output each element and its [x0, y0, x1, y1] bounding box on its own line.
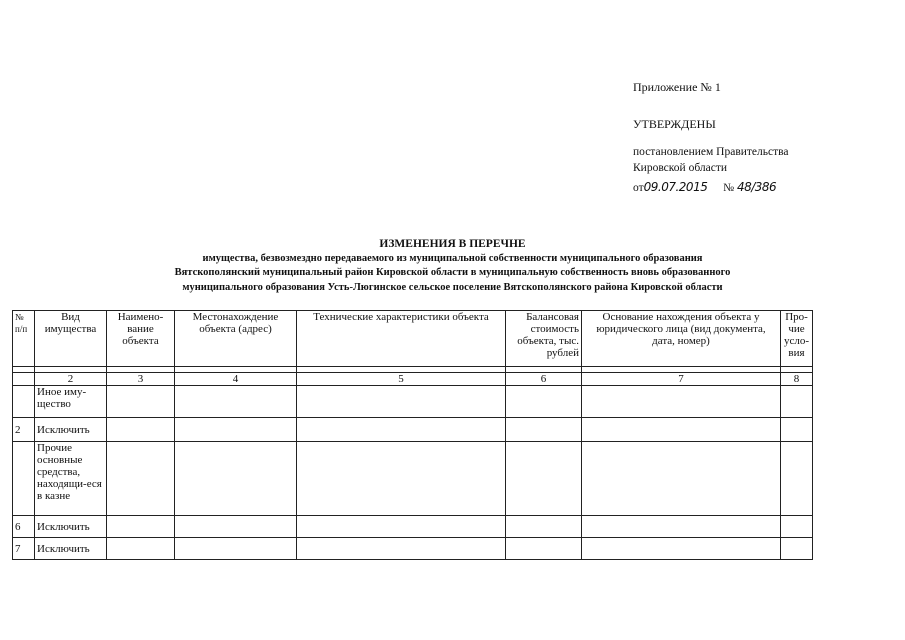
table-row	[13, 386, 813, 418]
row-number: 6	[13, 516, 35, 538]
property-table	[12, 310, 813, 560]
decree-date: 09.07.2015	[643, 180, 708, 194]
row-property-type: Прочие основные средства, находящи-еся в казне	[35, 442, 107, 516]
table-row	[13, 442, 813, 516]
header-balance-value: Балансовая стоимость объекта, тыс. рублей	[506, 311, 582, 367]
decree-date-line	[633, 180, 776, 194]
approved-label: УТВЕРЖДЕНЫ	[633, 117, 716, 131]
header-number: № п/п	[13, 311, 35, 367]
header-location: Местонахождение объекта (адрес)	[175, 311, 297, 367]
date-prefix: от	[633, 182, 644, 194]
header-property-type: Вид имущества	[35, 311, 107, 367]
row-number: 2	[13, 418, 35, 442]
header-tech-specs: Технические характеристики объекта	[297, 311, 506, 367]
header-legal-basis: Основание нахождения объекта у юридического лица (вид документа, дата, номер)	[582, 311, 781, 367]
appendix-label: Приложение № 1	[633, 80, 721, 94]
title-line-4: муниципального образования Усть-Люгинское сельское поселение Вятскополянского района Кировской области	[182, 282, 723, 293]
column-number: 3	[107, 373, 175, 386]
row-property-type: Исключить	[35, 538, 107, 560]
header-other-terms: Про-чие усло-вия	[781, 311, 813, 367]
document-title: ИЗМЕНЕНИЯ В ПЕРЕЧНЕ	[379, 238, 526, 250]
title-line-2: имущества, безвозмездно передаваемого из муниципальной собственности муниципального образования	[202, 253, 703, 264]
row-number	[13, 442, 35, 516]
number-prefix: №	[723, 182, 735, 194]
table-row	[13, 516, 813, 538]
row-number: 7	[13, 538, 35, 560]
column-number: 6	[506, 373, 582, 386]
column-number: 7	[582, 373, 781, 386]
header-object-name: Наимено-вание объекта	[107, 311, 175, 367]
table-row	[13, 538, 813, 560]
column-number: 8	[781, 373, 813, 386]
decree-number: 48/386	[736, 180, 777, 194]
row-number	[13, 386, 35, 418]
title-line-3: Вятскополянский муниципальный район Кировской области в муниципальную собственность вновь образованного	[174, 267, 731, 278]
row-property-type: Исключить	[35, 516, 107, 538]
column-number: 4	[175, 373, 297, 386]
decree-line-2: Кировской области	[633, 162, 728, 174]
decree-line-1: постановлением Правительства	[633, 146, 789, 158]
column-number-row	[13, 373, 813, 386]
column-number: 2	[35, 373, 107, 386]
table-header-row	[13, 311, 813, 367]
row-property-type: Иное иму-щество	[35, 386, 107, 418]
table-row	[13, 418, 813, 442]
row-property-type: Исключить	[35, 418, 107, 442]
column-number: 5	[297, 373, 506, 386]
